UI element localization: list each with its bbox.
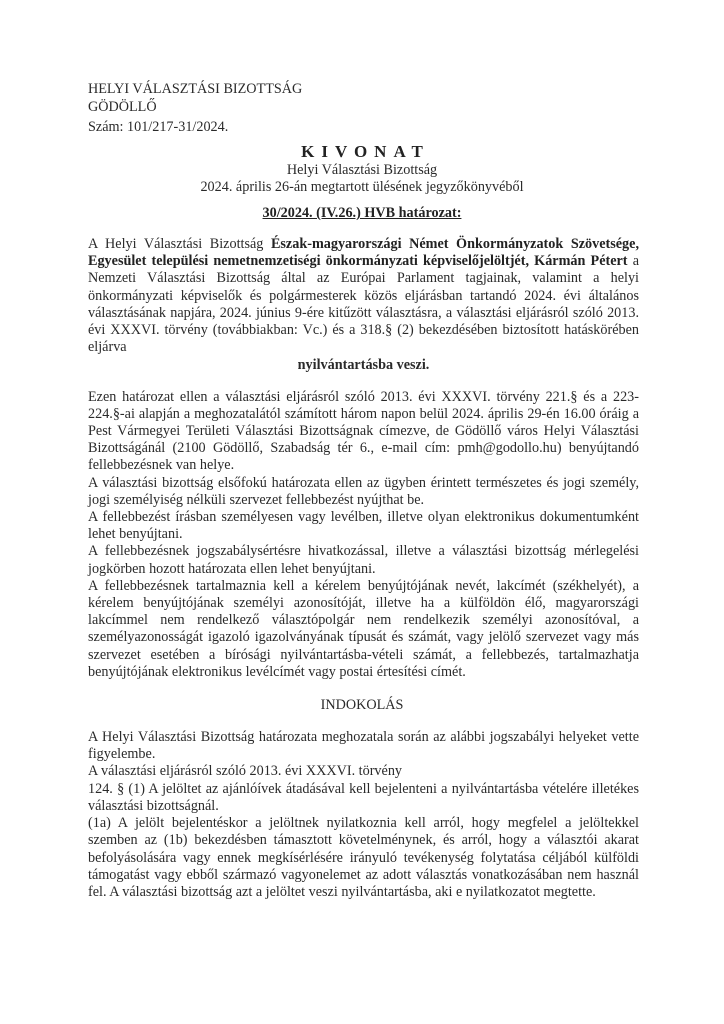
- committee-name: Helyi Választási Bizottság: [286, 162, 438, 178]
- decision-text: a Nemzeti Választási Bizottság által az Európai Parlament tagjainak, valamint a helyi önkormányzati képviselők és polgármesterek közös eljárásban tartandó 2024. évi általános választásának napjára, 2024. június 9-ére kitűzött választásra, a választási eljárásról szóló 2013. évi XXXVI. törvény (továbbiakban: Vc.) és a 318.§ (2) bekezdésében biztosított hatáskörében eljárva: [88, 253, 639, 356]
- organization-name: HELYI VÁLASZTÁSI BIZOTTSÁG: [88, 81, 303, 97]
- decision-intro: A Helyi Választási Bizottság: [88, 236, 271, 252]
- remedy-paragraph: A fellebbezésnek tartalmaznia kell a kérelem benyújtójának nevét, lakcímét (székhelyét), a kérelem benyújtójának személyi azonosítóját, illetve ha a külföldön élő, magyarországi lakcímmel nem rendelkező választópolgár nem rendelkezik személyi azonosítóval, a személyazonosságát igazoló igazolványának típusát és számát, vagy jelölő szervezet vagy más szervezet esetében a bírósági nyilvántartásba-vételi számát, a fellebbezés, tartalmazhatja benyújtójának elektronikus levélcímét vagy postai értesítési címét.: [88, 577, 639, 680]
- remedy-paragraph: Ezen határozat ellen a választási eljárásról szóló 2013. évi XXXVI. törvény 221.§ és a 223-224.§-ai alapján a meghozatalától számított három napon belül 2024. április 29-én 16.00 óráig a Pest Vármegyei Területi Választási Bizottságnak címezve, de Gödöllő város Helyi Választási Bizottságánál (2100 Gödöllő, Szabadság tér 6., e-mail cím: pmh@godollo.hu) benyújtandó fellebbezésnek van helye.: [88, 388, 639, 474]
- remedy-paragraph: A fellebbezést írásban személyesen vagy levélben, illetve olyan elektronikus dokumentumként lehet benyújtani.: [88, 509, 639, 543]
- reasoning-heading: INDOKOLÁS: [320, 697, 404, 714]
- meeting-date-line: 2024. április 26-án megtartott ülésének jegyzőkönyvéből: [200, 179, 524, 195]
- candidate-name: Észak-magyarországi Német Önkormányzatok Szövetsége, Egyesület települési nemetnemzetiségi önkormányzati képviselőjelöltjét, Kármán Pétert: [88, 236, 639, 270]
- reasoning-section: [88, 729, 639, 941]
- reasoning-paragraph: A Helyi Választási Bizottság határozata meghozatala során az alábbi jogszabályi helyeket vette figyelembe.: [88, 729, 639, 763]
- title-block: [0, 142, 724, 196]
- document-title: KIVONAT: [301, 142, 430, 161]
- decision-section: [88, 236, 639, 375]
- remedy-section: [88, 389, 639, 681]
- remedy-paragraph: A választási bizottság elsőfokú határozata ellen az ügyben érintett természetes és jogi személy, jogi személyiség nélküli szervezet fellebbezést nyújthat be.: [88, 474, 639, 508]
- decision-paragraph: [88, 236, 639, 356]
- reference-number: Szám: 101/217-31/2024.: [88, 119, 229, 135]
- operative-clause: nyilvántartásba veszi.: [297, 357, 430, 374]
- reasoning-paragraph: 124. § (1) A jelöltet az ajánlóívek átadásával kell bejelenteni a nyilvántartásba vételére illetékes választási bizottságnál.: [88, 780, 639, 814]
- city-name: GÖDÖLLŐ: [88, 99, 157, 115]
- decision-number: 30/2024. (IV.26.) HVB határozat:: [262, 205, 462, 221]
- reasoning-law-title: A választási eljárásról szóló 2013. évi XXXVI. törvény: [88, 763, 403, 780]
- document-header: [88, 80, 724, 136]
- reasoning-paragraph: (1a) A jelölt bejelentéskor a jelöltnek nyilatkoznia kell arról, hogy megfelel a jelöltekkel szemben az (1b) bekezdésben támasztott követelménynek, és arról, hogy a választói akarat befolyásolására vagy ennek megkísérlésére irányuló tevékenység folytatása céljából külföldi támogatást vagy ebből származó vagyonelemet az adott választás vonatkozásában nem használ fel. A választási bizottság azt a jelöltet veszi nyilvántartásba, aki e nyilatkozatot megtette.: [88, 815, 639, 900]
- remedy-paragraph: A fellebbezésnek jogszabálysértésre hivatkozással, illetve a választási bizottság mérlegelési jogkörben hozott határozata ellen lehet benyújtani.: [88, 543, 639, 577]
